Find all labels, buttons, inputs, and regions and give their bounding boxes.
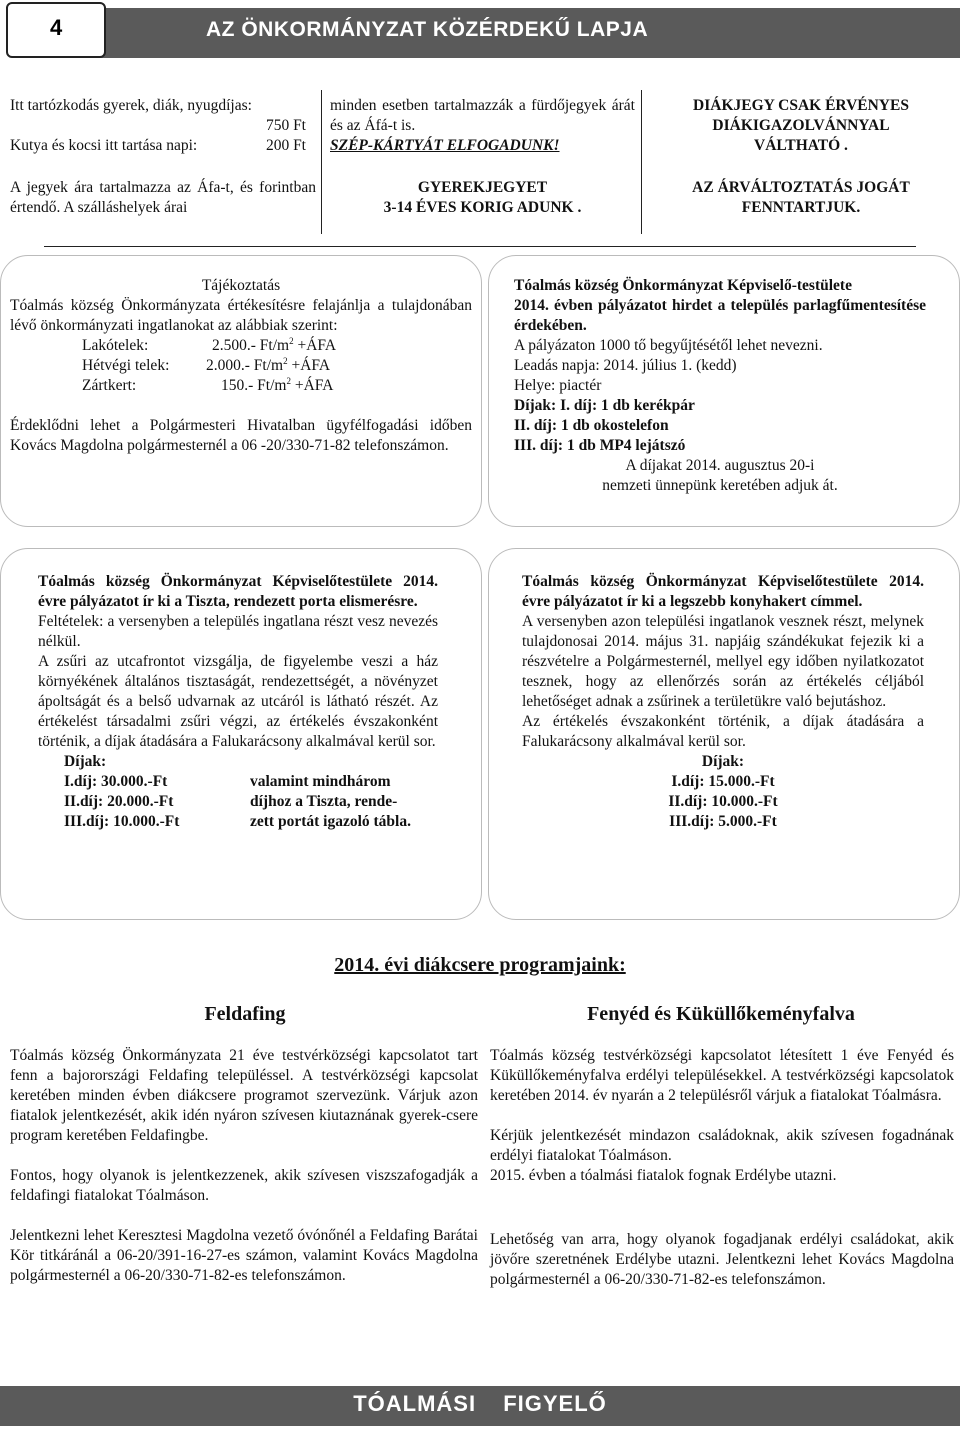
ragweed-place: Helye: piactér	[514, 377, 602, 394]
price-change-line-1: AZ ÁRVÁLTOZTATÁS JOGÁT	[692, 179, 910, 196]
real-estate-list	[10, 336, 472, 396]
feldafing-title: Feldafing	[204, 1003, 286, 1025]
ragweed-date: Leadás napja: 2014. július 1. (kedd)	[514, 357, 737, 374]
fenyed-title: Fenyéd és Küküllőkeményfalva	[587, 1003, 855, 1025]
feldafing-content	[10, 1046, 478, 1286]
ragweed-heading: Tóalmás község Önkormányzat Képviselő-testülete	[514, 277, 852, 294]
real-estate-item-price: 2.000.- $Ft/m^2$ +ÁFA	[206, 355, 331, 374]
real-estate-content	[10, 276, 472, 456]
fenyed-paragraph-4: Lehetőség van arra, hogy olyanok fogadjanak erdélyi családokat, akik jövőre szeretnének Erdélybe utazni. Jelentkezni lehet Kovács Magdolna polgármesternél a 06-20/330-71-82-es telefonszámon.	[490, 1231, 954, 1288]
child-ticket-line-2: 3-14 ÉVES KORIG ADUNK .	[383, 199, 582, 216]
clean-yard-prize-3: III.díj: 10.000.-Ft	[64, 813, 180, 830]
clean-yard-conditions: Feltételek: a versenyben a település ingatlana részt vesz nevezés nélkül.	[38, 613, 438, 650]
fenyed-paragraph-1: Tóalmás község testvérközségi kapcsolatot létesített 1 éve Fenyéd és Küküllőkeményfalva erdélyi településekkel. A testvérközségi kapcsolatok keretében 2014. év nyarán a 2 településről várjuk a fiatalokat Tóalmásra.	[490, 1047, 954, 1104]
clean-yard-content	[38, 572, 438, 832]
price-row-2	[10, 136, 316, 156]
kitchen-garden-body-1: A versenyben azon települési ingatlanok vesznek részt, melynek tulajdonosai 2014. május 31. napjáig szándékukat fejezik ki a részvételre a Polgármesternél, mellyel egy időben nyilatkozatot tesznek, hogy az ellenőrzés során az értékelés céljából lehetőséget adnak a zsűrinek a területükre való bejutáshoz.	[522, 613, 924, 710]
real-estate-item-label: Zártkert:	[82, 377, 137, 394]
real-estate-item	[82, 356, 472, 376]
ragweed-content	[514, 276, 926, 496]
feldafing-paragraph-2: Fontos, hogy olyanok is jelentkezzenek, akik szívesen viszszafogadják a feldafingi fiatalokat Tóalmáson.	[10, 1167, 478, 1204]
fenyed-content	[490, 1046, 954, 1290]
real-estate-intro: Tóalmás község Önkormányzata értékesítésre felajánlja a tulajdonában lévő önkormányzati ingatlanokat az alábbiak szerint:	[10, 297, 472, 334]
bath-paragraph: minden esetben tartalmazzák a fürdőjegyek árát és az Áfá-t is.	[330, 97, 635, 134]
clean-yard-prizes-title: Díjak:	[64, 753, 107, 770]
clean-yard-prize-note	[250, 752, 411, 832]
top-col-3	[650, 96, 952, 218]
price-row-1	[10, 96, 316, 116]
footer-word-1: TÓALMÁSI	[353, 1391, 477, 1416]
column-rule-2	[641, 90, 642, 234]
real-estate-title: Tájékoztatás	[201, 277, 281, 294]
feldafing-paragraph-3: Jelentkezni lehet Keresztesi Magdolna vezető óvónőnél a Feldafing Barátai Kör titkáránál a 06-20/391-16-27-es számon, valamint Kovács Magdolna polgármesternél a 06-20/330-71-82-es telefonszámon.	[10, 1227, 478, 1284]
real-estate-item-label: Hétvégi telek:	[82, 357, 170, 374]
student-ticket-line-2: DIÁKIGAZOLVÁNNYAL	[712, 117, 890, 134]
kitchen-garden-prize-3: III.díj: 5.000.-Ft	[669, 813, 777, 830]
page-footer	[0, 1380, 960, 1431]
page-number: 4	[50, 15, 63, 40]
page-header	[0, 0, 960, 64]
real-estate-item-label: Lakótelek:	[82, 337, 149, 354]
ragweed-prize-2: II. díj: 1 db okostelefon	[514, 417, 669, 434]
clean-yard-prizes	[38, 752, 438, 832]
clean-yard-prize-1: I.díj: 30.000.-Ft	[64, 773, 168, 790]
kitchen-garden-prize-2: II.díj: 10.000.-Ft	[668, 793, 778, 810]
price-label-1: Itt tartózkodás gyerek, diák, nyugdíjas:	[10, 97, 252, 114]
szep-card-notice: SZÉP-KÁRTYÁT ELFOGADUNK!	[330, 137, 560, 154]
kitchen-garden-prize-1: I.díj: 15.000.-Ft	[671, 773, 775, 790]
price-label-2: Kutya és kocsi itt tartása napi:	[10, 137, 198, 154]
real-estate-item	[82, 336, 472, 356]
real-estate-item	[82, 376, 472, 396]
clean-yard-note-3: zett portát igazoló tábla.	[250, 813, 411, 830]
clean-yard-heading: Tóalmás község Önkormányzat Képviselőtestülete 2014. évre pályázatot ír ki a Tiszta, rendezett porta elismerésre.	[38, 573, 438, 610]
clean-yard-body: A zsűri az utcafrontot vizsgálja, de figyelembe veszi a ház környékének általános tisztaságát, rendezettségét, a növényzet ápoltságát és a belső udvarnak az utcáról is látható részét. Az értékelést társadalmi zsűri végzi, az értékelés évszakonként történik, a díjak átadására a Falukarácsony alkalmával kerül sor.	[38, 653, 438, 750]
price-value-1: 750 Ft	[265, 117, 306, 134]
real-estate-item-price: 2.500.- $Ft/m^2$ +ÁFA	[212, 335, 337, 354]
ragweed-prize-3: III. díj: 1 db MP4 lejátszó	[514, 437, 686, 454]
page-number-box	[6, 2, 106, 58]
ragweed-subheading: 2014. évben pályázatot hirdet a település parlagfűmentesítése érdekében.	[514, 297, 926, 334]
ragweed-prize-1: Díjak: I. díj: 1 db kerékpár	[514, 397, 695, 414]
clean-yard-prize-2: II.díj: 20.000.-Ft	[64, 793, 174, 810]
exchange-section-title: 2014. évi diákcsere programjaink:	[334, 954, 626, 976]
kitchen-garden-body-2: Az értékelés évszakonként történik, a díjak átadására a Falukarácsony alkalmával kerül sor.	[522, 713, 924, 750]
price-change-line-2: FENNTARTJUK.	[741, 199, 861, 216]
footer-masthead	[0, 1391, 960, 1416]
student-ticket-line-1: DIÁKJEGY CSAK ÉRVÉNYES	[693, 97, 909, 114]
real-estate-item-price: 150.- $Ft/m^2$ +ÁFA	[221, 375, 334, 394]
section-divider	[44, 246, 916, 247]
top-col-2	[330, 96, 635, 218]
kitchen-garden-content	[522, 572, 924, 832]
kitchen-garden-prizes-title: Díjak:	[701, 753, 745, 770]
fenyed-paragraph-2: Kérjük jelentkezését mindazon családoknak, akik szívesen fogadnának erdélyi fiatalokat Tóalmáson.	[490, 1127, 954, 1164]
fenyed-paragraph-3: 2015. évben a tóalmási fiatalok fognak Erdélybe utazni.	[490, 1167, 837, 1184]
ragweed-entry: A pályázaton 1000 tő begyűjtésétől lehet nevezni.	[514, 337, 823, 354]
column-rule-1	[321, 90, 322, 234]
clean-yard-note-1: valamint mindhárom	[250, 773, 391, 790]
clean-yard-note-2: díjhoz a Tiszta, rende-	[250, 793, 398, 810]
ragweed-award-1: A díjakat 2014. augusztus 20-i	[625, 457, 815, 474]
vat-paragraph: A jegyek ára tartalmazza az Áfa-t, és forintban értendő. A szálláshelyek árai	[10, 179, 316, 216]
real-estate-contact: Érdeklődni lehet a Polgármesteri Hivatalban ügyfélfogadási időben Kovács Magdolna polgármesternél a 06 -20/330-71-82 telefonszámon.	[10, 417, 472, 454]
footer-word-2: FIGYELŐ	[503, 1391, 607, 1416]
clean-yard-prize-list	[38, 752, 250, 832]
student-ticket-line-3: VÁLTHATÓ .	[754, 137, 848, 154]
kitchen-garden-heading: Tóalmás község Önkormányzat Képviselőtestülete 2014. évre pályázatot ír ki a legszebb konyhakert címmel.	[522, 573, 924, 610]
kitchen-garden-prizes	[522, 752, 924, 832]
feldafing-paragraph-1: Tóalmás község Önkormányzata 21 éve testvérközségi kapcsolatot tart fenn a bajorországi Feldafing településsel. A testvérközségi kapcsolat keretében minden évben diákcsere programot szervezünk. Várjuk azon fiatalok jelentkezését, akik idén nyáron szívesen kiutaznának gyerek-csere program keretében Feldafingbe.	[10, 1047, 478, 1144]
header-title: AZ ÖNKORMÁNYZAT KÖZÉRDEKŰ LAPJA	[206, 18, 649, 41]
ragweed-award-2: nemzeti ünnepünk keretében adjuk át.	[602, 477, 838, 494]
child-ticket-line-1: GYEREKJEGYET	[417, 179, 548, 196]
top-col-1	[10, 96, 316, 218]
price-value-2: 200 Ft	[265, 137, 306, 154]
